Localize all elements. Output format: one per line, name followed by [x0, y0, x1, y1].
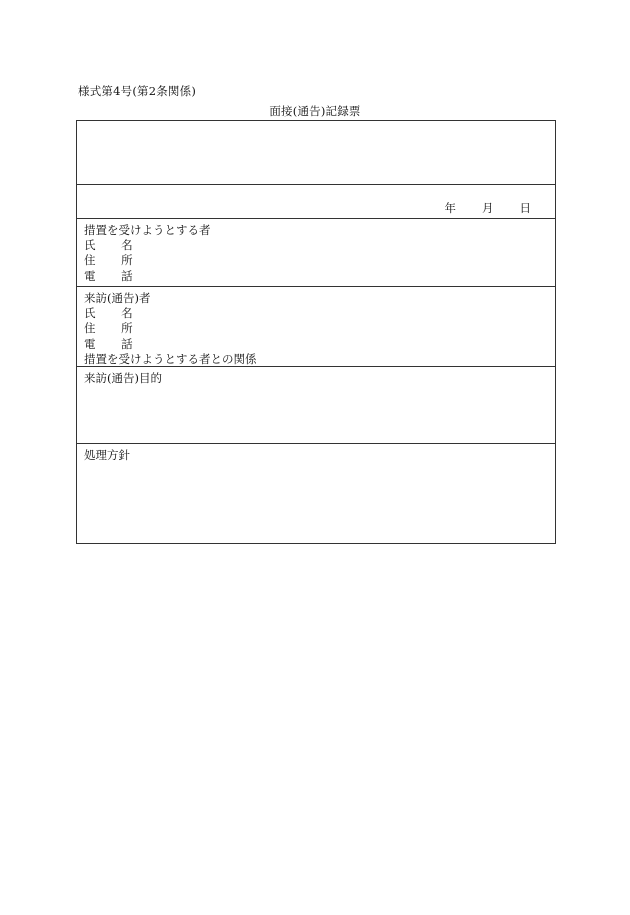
purpose-heading: 来訪(通告)目的: [84, 371, 162, 385]
visitor-section: [77, 287, 555, 367]
date-day-label: 日: [519, 201, 531, 215]
visitor-heading: 来訪(通告)者: [84, 291, 151, 305]
form-number: 様式第4号(第2条関係): [78, 84, 197, 98]
date-line: [445, 201, 532, 215]
target-address-label: 住 所: [84, 253, 144, 268]
target-person-heading: 措置を受けようとする者: [84, 223, 211, 237]
policy-section: [77, 444, 555, 543]
purpose-section: [77, 367, 555, 444]
visitor-name-label: 氏 名: [84, 306, 144, 321]
date-year-label: 年: [444, 201, 456, 215]
target-name-label: 氏 名: [84, 238, 144, 253]
visitor-phone-label: 電 話: [84, 336, 144, 351]
date-month-label: 月: [482, 201, 494, 215]
visitor-relation-label: 措置を受けようとする者との関係: [84, 351, 257, 366]
blank-entry-area[interactable]: [77, 121, 555, 185]
policy-heading: 処理方針: [84, 448, 130, 462]
date-row: [77, 185, 555, 219]
target-person-section: [77, 219, 555, 287]
target-phone-label: 電 話: [84, 268, 144, 283]
form-title: 面接(通告)記録票: [269, 104, 361, 118]
record-form-table: [76, 120, 556, 544]
visitor-address-label: 住 所: [84, 321, 144, 336]
